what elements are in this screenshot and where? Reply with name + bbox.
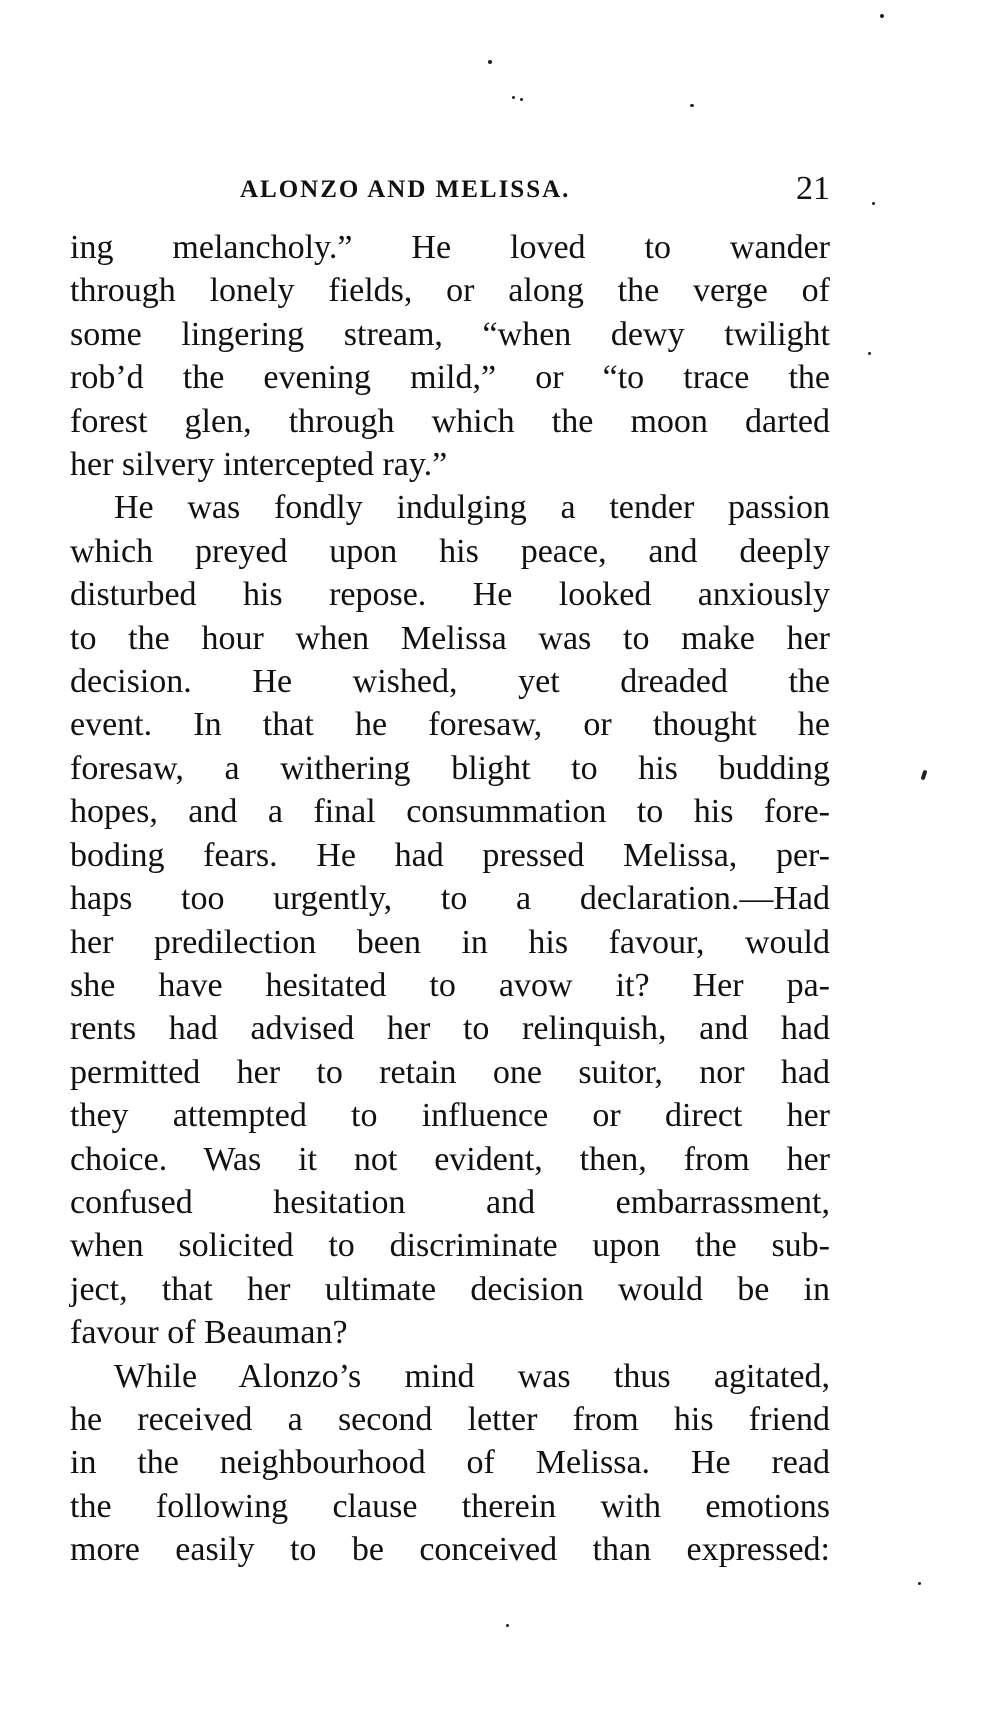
text-line: she have hesitated to avow it? Her pa-	[70, 966, 830, 1004]
text-line: foresaw, a withering blight to his budding	[70, 749, 830, 787]
text-line: when solicited to discriminate upon the sub-	[70, 1227, 830, 1265]
text-line: rob’d the evening mild,” or “to trace the	[70, 359, 830, 397]
text-line: He was fondly indulging a tender passion	[114, 489, 830, 527]
text-line: some lingering stream, “when dewy twilight	[70, 315, 830, 353]
text-line: forest glen, through which the moon darted	[70, 402, 830, 440]
print-speck	[506, 1624, 509, 1627]
running-title: ALONZO AND MELISSA.	[240, 176, 571, 203]
text-line: her predilection been in his favour, would	[70, 923, 830, 961]
text-line: they attempted to influence or direct her	[70, 1097, 830, 1135]
print-speck	[872, 202, 875, 205]
print-speck	[918, 1582, 921, 1585]
text-line: more easily to be conceived than expressed:	[70, 1531, 830, 1569]
text-line: favour of Beauman?	[70, 1314, 348, 1352]
text-line: confused hesitation and embarrassment,	[70, 1183, 830, 1221]
text-line: choice. Was it not evident, then, from her	[70, 1140, 830, 1178]
text-line: the following clause therein with emotions	[70, 1487, 830, 1525]
text-line: her silvery intercepted ray.”	[70, 446, 448, 484]
print-speck	[880, 14, 884, 18]
text-line: ject, that her ultimate decision would be in	[70, 1270, 830, 1308]
paragraph-1	[70, 226, 830, 486]
print-speck	[921, 770, 928, 781]
text-line: ing melancholy.” He loved to wander	[70, 229, 830, 266]
text-line: event. In that he foresaw, or thought he	[70, 706, 830, 744]
page-header	[70, 170, 830, 212]
print-speck	[520, 98, 523, 101]
text-line: to the hour when Melissa was to make her	[70, 619, 830, 657]
text-line: While Alonzo’s mind was thus agitated,	[114, 1357, 830, 1395]
print-speck	[488, 60, 492, 64]
page-number: 21	[796, 170, 830, 207]
text-line: he received a second letter from his friend	[70, 1400, 830, 1438]
text-line: boding fears. He had pressed Melissa, per-	[70, 836, 830, 874]
text-line: decision. He wished, yet dreaded the	[70, 663, 830, 701]
print-speck	[690, 104, 694, 107]
text-line: which preyed upon his peace, and deeply	[70, 532, 830, 570]
text-line: permitted her to retain one suitor, nor had	[70, 1053, 830, 1091]
text-line: through lonely fields, or along the verge of	[70, 272, 830, 310]
body-text	[70, 226, 830, 1572]
paragraph-3	[70, 1355, 830, 1572]
text-line: hopes, and a final consummation to his fore-	[70, 793, 830, 831]
text-line: rents had advised her to relinquish, and had	[70, 1010, 830, 1048]
print-speck	[868, 352, 871, 355]
text-line: in the neighbourhood of Melissa. He read	[70, 1444, 830, 1482]
text-line: haps too urgently, to a declaration.—Had	[70, 880, 830, 918]
print-speck	[512, 96, 515, 99]
paragraph-2	[70, 486, 830, 1354]
text-line: disturbed his repose. He looked anxiously	[70, 576, 830, 614]
